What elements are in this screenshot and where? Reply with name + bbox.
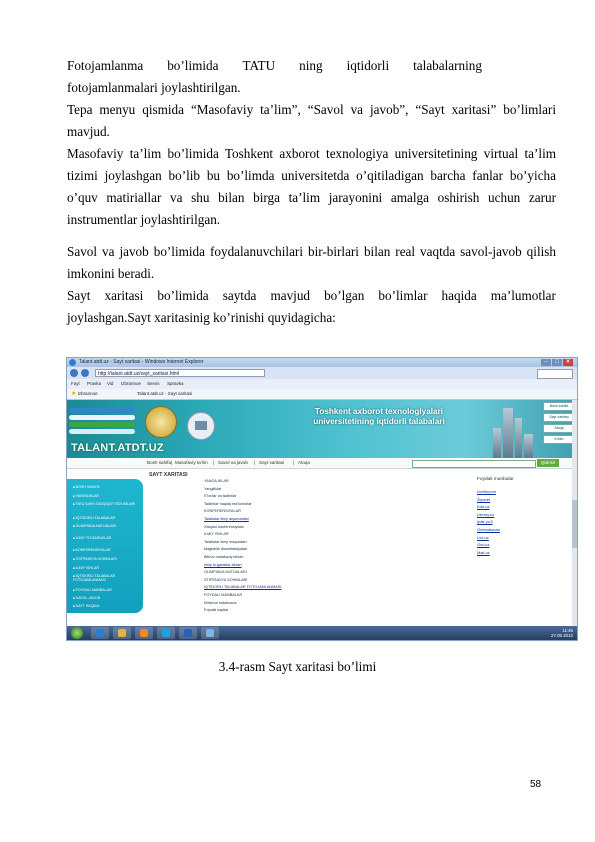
right-link[interactable]: Ziyonet [477,496,491,502]
paragraph-2: Tepa menyu qismida “Masofaviy ta’lim”, “Savol va javob”, “Sayt xaritasi” bo’limlari mavjud. [67,102,556,139]
left-menu-item[interactable]: ■ STIPENDIYA SOHIBLARI [73,557,139,561]
left-menu-item[interactable]: ■ BOSH SAHIFA [73,485,139,489]
browser-menubar [67,379,577,389]
taskbar-app-word[interactable] [179,627,197,639]
word: bo’lgan [324,288,365,303]
left-menu-item[interactable]: ■ TATU ILMIY-TADQIQOT BO’LIMLARI [73,502,139,506]
clock-date: 27.05.2012 [551,633,573,638]
sitemap-entry[interactable]: Xalqaro konferensiyalar [204,524,244,529]
system-clock [525,628,573,638]
favorites-bar [67,389,577,400]
taskbar-app-ie[interactable] [91,627,109,639]
top-link[interactable]: Bosh sahifa [543,402,575,411]
paragraph-3: Masofaviy ta’lim bo’limida Toshkent axborot texnologiya universitetining virtual ta’lim tizimi joylashgan bo’lib bu bo’limda universitetda o’qitiladigan barcha fanlar bo’yicha o’quv matiriallar va shu bilan birga ta’lim jarayonini amalga oshirish uchun zarur instrumentlar joylashtirilgan. [67,146,556,227]
word: haqida [441,288,477,303]
sitemap-entry[interactable]: Talabalar ilmiy maqolalari [204,539,247,544]
sitemap-entry[interactable]: YANGILIKLAR [204,479,229,483]
paint-icon [206,629,214,637]
sitemap-entry[interactable]: Elektron kutubxona [204,600,237,605]
sitemap-entry[interactable]: Foydali saytlar [204,608,229,613]
site-banner [67,400,577,458]
word: saytda [222,288,257,303]
decorative-stripes [69,408,135,436]
page-title: SAYT XARITASI [149,472,188,478]
back-icon[interactable] [70,369,78,377]
right-link[interactable]: Mail.uz [477,549,490,555]
right-column-heading: Foydali manbalar [477,477,514,482]
right-column [477,477,567,556]
sitemap-entry[interactable]: E’lonlar va tadbirlar [204,494,237,499]
top-link[interactable]: Aloqa [543,424,575,433]
window-title: Talant.atdt.uz - Sayt xaritasi - Windows Internet Explorer [79,359,204,365]
right-link[interactable]: Library.uz [477,511,495,517]
left-menu-item[interactable]: ■ IQTIDORLI TALABALAR [73,516,139,520]
sitemap-entry[interactable]: Ilmiy to’garaklar ishlari [204,562,242,567]
figure-caption: 3.4-rasm Sayt xaritasi bo’limi [218,659,377,674]
taskbar-app-paint[interactable] [201,627,219,639]
browser-titlebar [67,358,577,367]
page-number: 58 [530,779,542,790]
word: ning [299,58,323,73]
address-bar [67,367,577,379]
site-search-button[interactable]: Qidirish [537,459,559,467]
nav-item[interactable]: Savol va javob [218,460,248,465]
sitemap-entry[interactable]: Magistrlik dissertatsiyalari [204,547,248,552]
banner-title-line-1: Toshkent axborot texnologiyalari [314,407,444,416]
sitemap-entry[interactable]: FOYDALI MANBALAR [204,593,243,597]
word: talabalarning [413,58,482,73]
sitemap-entry[interactable]: OLIMPIADA NATIJALARI [204,570,247,575]
paragraph-1-line-1 [67,55,556,77]
top-link[interactable]: Kirish [543,435,575,444]
city-skyline-image [487,404,547,458]
word: mavjud [270,288,311,303]
right-link[interactable]: Uzinfocom [477,489,496,494]
sitemap-entry[interactable]: KONFERENSIYALAR [204,509,241,514]
menu-item[interactable]: Fayl [71,381,80,386]
left-menu-item[interactable]: ■ ILMIY ISHLAR [73,566,139,570]
sitemap-entry[interactable]: Talabalar ilmiy anjumanlari [204,517,249,521]
state-emblem-icon [145,406,177,438]
folder-icon [118,629,126,637]
nav-item[interactable]: Masofaviy ta’lim [175,460,208,465]
word: iqtidorli [346,58,390,73]
sitemap-entry[interactable]: STIPENDIYA SOHIBLARI [204,577,248,582]
right-link[interactable]: Ombudsman [477,526,500,532]
word: ma’lumotlar [490,288,556,303]
paragraph-4: Savol va javob bo’limida foydalanuvchilari bir-birlari bilan real vaqtda savol-javob qilish imkonini beradi. [67,244,556,281]
browser-tab[interactable]: Talant.atdt.uz - Sayt xaritasi [137,391,193,396]
banner-title-line-2: universitetining iqtidorli talabalari [313,417,445,426]
nav-item[interactable]: Sayt xaritasi [259,460,285,465]
nav-item[interactable]: Aloqa [298,460,310,465]
forward-icon[interactable] [81,369,89,377]
paragraph-5-line-1 [67,285,556,307]
sitemap-entry[interactable]: IQTIDORLI TALABALAR FOTOJAMLANMASI [204,585,282,590]
right-link[interactable]: Ipak yo’li [477,519,493,525]
address-input[interactable]: http://talant.atdt.uz/sayt_xaritasi.html [95,369,265,377]
word: bo’limlar [378,288,428,303]
ie-icon [69,359,76,366]
maximize-icon[interactable]: □ [552,359,562,366]
paragraph-1-line-2: fotojamlanmalari joylashtirilgan. [67,80,241,95]
page-content [67,469,577,626]
top-link[interactable]: Sayt xaritasi [543,413,575,422]
left-menu-item[interactable]: ■ IQTIDORLI TALABALAR FOTOJAMLANMASI [73,574,139,582]
close-icon[interactable]: ✕ [563,359,573,366]
left-menu-item[interactable]: ■ OLIMPIADA NATIJALARI [73,524,139,528]
word: bo’limida [157,288,209,303]
paragraph-5-line-2: joylashgan.Sayt xaritasinig ko’rinishi quyidagicha: [67,310,336,325]
browser-scrollbar[interactable] [572,400,577,626]
left-menu-item[interactable]: ■ SAYT HAQIDA [73,604,139,608]
sitemap-entry[interactable]: Tadbirlar haqida ma’lumotlar [204,501,252,506]
left-menu-item[interactable]: ■ KONFERENSIYALAR [73,548,139,552]
sitemap-entry[interactable]: Bitiruv malakaviy ishlari [204,555,244,559]
menu-item[interactable]: Vid [107,381,114,386]
sitemap-entry[interactable]: ILMIY ISHLAR [204,532,229,537]
ie-icon [96,629,104,637]
site-nav: Bosh sahifa | Masofaviy ta’lim | Savol va javob | Sayt xaritasi | Aloqa Qidirish [67,458,577,469]
start-button-icon[interactable] [71,627,83,639]
word: xaritasi [104,288,144,303]
clock-time: 11:45 [562,628,573,633]
skype-icon [162,629,170,637]
right-link[interactable]: Gov.uz [477,542,490,548]
minimize-icon[interactable]: – [541,359,551,366]
windows-taskbar [67,626,577,640]
menu-item[interactable]: Pravka [87,381,102,386]
left-menu-item[interactable]: ■ ILMIY TO’GARAKLAR [73,536,139,540]
university-emblem-icon [187,412,215,440]
site-logo[interactable]: TALANT.ATDT.UZ [71,442,164,454]
top-links [543,402,575,446]
sitemap-entry[interactable]: Yangiliklar [204,486,222,491]
menu-item[interactable]: Spravka [167,381,184,386]
media-player-icon [140,629,148,637]
word: bo’limida [167,58,219,73]
star-icon: ★ [71,391,77,397]
word-icon [184,629,192,637]
left-menu [67,479,143,613]
taskbar-app-media[interactable] [135,627,153,639]
word: Fotojamlanma [67,58,144,73]
left-menu-item[interactable]: ■ FOYDALI MANBALAR [73,588,139,592]
left-menu-item[interactable]: ■ YANGILIKLAR [73,494,139,498]
menu-item[interactable]: Servis [147,381,160,386]
word: TATU [242,58,276,73]
menu-item[interactable]: Izbrannoe [121,381,142,386]
sitemap-screenshot [66,357,578,641]
right-link[interactable]: Lex.uz [477,534,489,540]
taskbar-app-explorer[interactable] [113,627,131,639]
favorites-button[interactable] [71,389,98,399]
site-search-input[interactable] [412,460,536,468]
left-menu-item[interactable]: ■ SAVOL-JAVOB [73,596,139,600]
taskbar-app-skype[interactable] [157,627,175,639]
favorites-label: Izbrannoe [77,391,98,396]
right-link[interactable]: Edu.uz [477,504,490,510]
browser-search-input[interactable] [537,369,573,379]
word: Sayt [67,288,91,303]
nav-item[interactable]: Bosh sahifa [147,460,172,465]
banner-title [289,407,469,427]
